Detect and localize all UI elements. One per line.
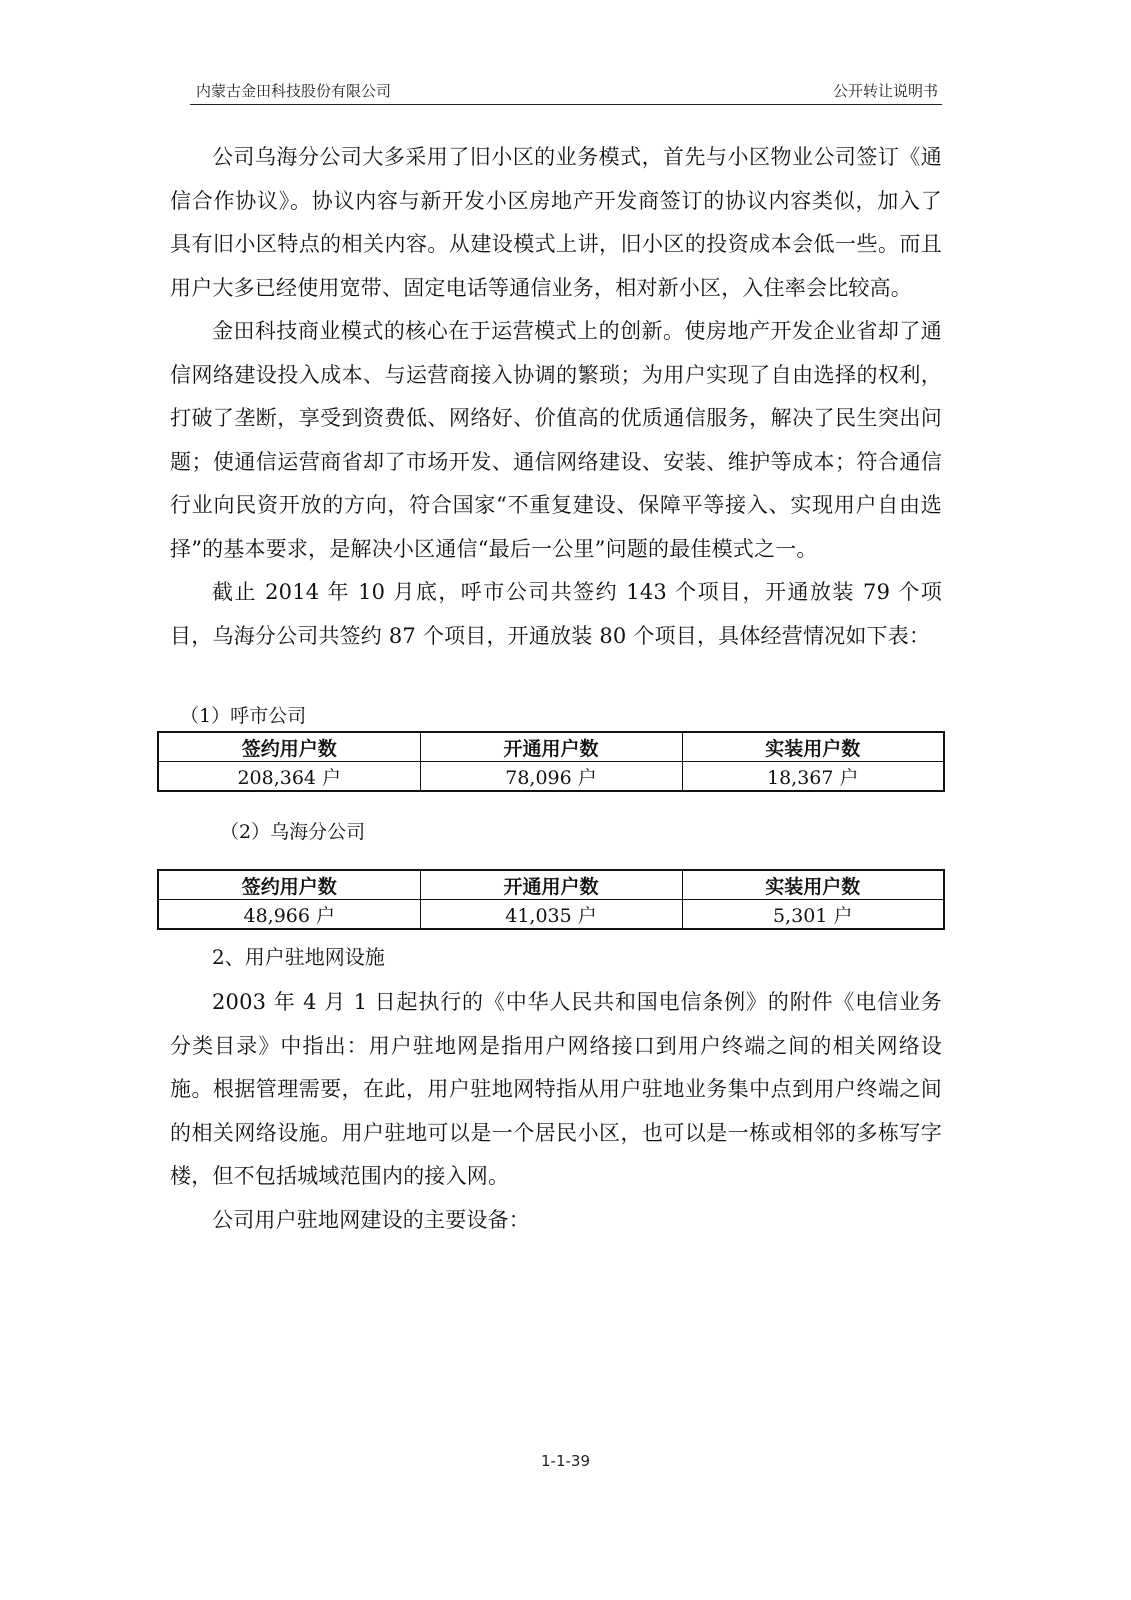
table-header-row — [158, 870, 944, 900]
table-wuhai-label: （2）乌海分公司 — [220, 821, 366, 843]
table-cell-installed-users: 18,367 户 — [682, 762, 944, 792]
paragraph-business-model-core: 金田科技商业模式的核心在于运营模式上的创新。使房地产开发企业省却了通信网络建设投入成本、与运营商接入协调的繁琐；为用户实现了自由选择的权利，打破了垄断，享受到资费低、网络好、价值高的优质通信服务，解决了民生突出问题；使通信运营商省却了市场开发、通信网络建设、安装、维护等成本；符合通信行业向民资开放的方向，符合国家“不重复建设、保障平等接入、实现用户自由选择”的基本要求，是解决小区通信“最后一公里”问题的最佳模式之一。 — [170, 319, 942, 561]
page-number: 1-1-39 — [541, 1452, 590, 1470]
body-text-upper — [170, 136, 942, 658]
table-cell-signed-users: 48,966 户 — [158, 900, 420, 930]
table-cell-installed-users: 5,301 户 — [682, 900, 944, 930]
header-document-type: 公开转让说明书 — [832, 82, 938, 100]
table-cell-activated-users: 41,035 户 — [420, 900, 682, 930]
table-header-activated-users: 开通用户数 — [420, 732, 682, 762]
paragraph-project-summary: 截止 2014 年 10 月底，呼市公司共签约 143 个项目，开通放装 79 个项目，乌海分公司共签约 87 个项目，开通放装 80 个项目，具体经营情况如下表： — [170, 580, 942, 648]
table-wuhai — [157, 869, 945, 930]
table-hushi-label: （1）呼市公司 — [180, 705, 307, 727]
paragraph-old-community-model: 公司乌海分公司大多采用了旧小区的业务模式，首先与小区物业公司签订《通信合作协议》。协议内容与新开发小区房地产开发商签订的协议内容类似，加入了具有旧小区特点的相关内容。从建设模式上讲，旧小区的投资成本会低一些。而且用户大多已经使用宽带、固定电话等通信业务，相对新小区，入住率会比较高。 — [170, 145, 942, 300]
table-cell-activated-users: 78,096 户 — [420, 762, 682, 792]
table-header-signed-users: 签约用户数 — [158, 870, 420, 900]
table-header-installed-users: 实装用户数 — [682, 870, 944, 900]
table-header-activated-users: 开通用户数 — [420, 870, 682, 900]
paragraph-main-equipment: 公司用户驻地网建设的主要设备： — [212, 1207, 530, 1232]
header-company-name: 内蒙古金田科技股份有限公司 — [196, 82, 392, 100]
table-header-signed-users: 签约用户数 — [158, 732, 420, 762]
section-heading-premises-network: 2、用户驻地网设施 — [212, 945, 385, 969]
table-row — [158, 762, 944, 792]
paragraph-premises-network-definition: 2003 年 4 月 1 日起执行的《中华人民共和国电信条例》的附件《电信业务分类目录》中指出：用户驻地网是指用户网络接口到用户终端之间的相关网络设施。根据管理需要，在此，用户驻地网特指从用户驻地业务集中点到用户终端之间的相关网络设施。用户驻地可以是一个居民小区，也可以是一栋或相邻的多栋写字楼，但不包括城域范围内的接入网。 — [170, 990, 942, 1188]
body-text-lower — [170, 981, 942, 1242]
table-cell-signed-users: 208,364 户 — [158, 762, 420, 792]
page-header — [190, 78, 942, 104]
table-hushi — [157, 731, 945, 792]
header-divider — [190, 104, 942, 105]
table-header-installed-users: 实装用户数 — [682, 732, 944, 762]
table-header-row — [158, 732, 944, 762]
table-row — [158, 900, 944, 930]
